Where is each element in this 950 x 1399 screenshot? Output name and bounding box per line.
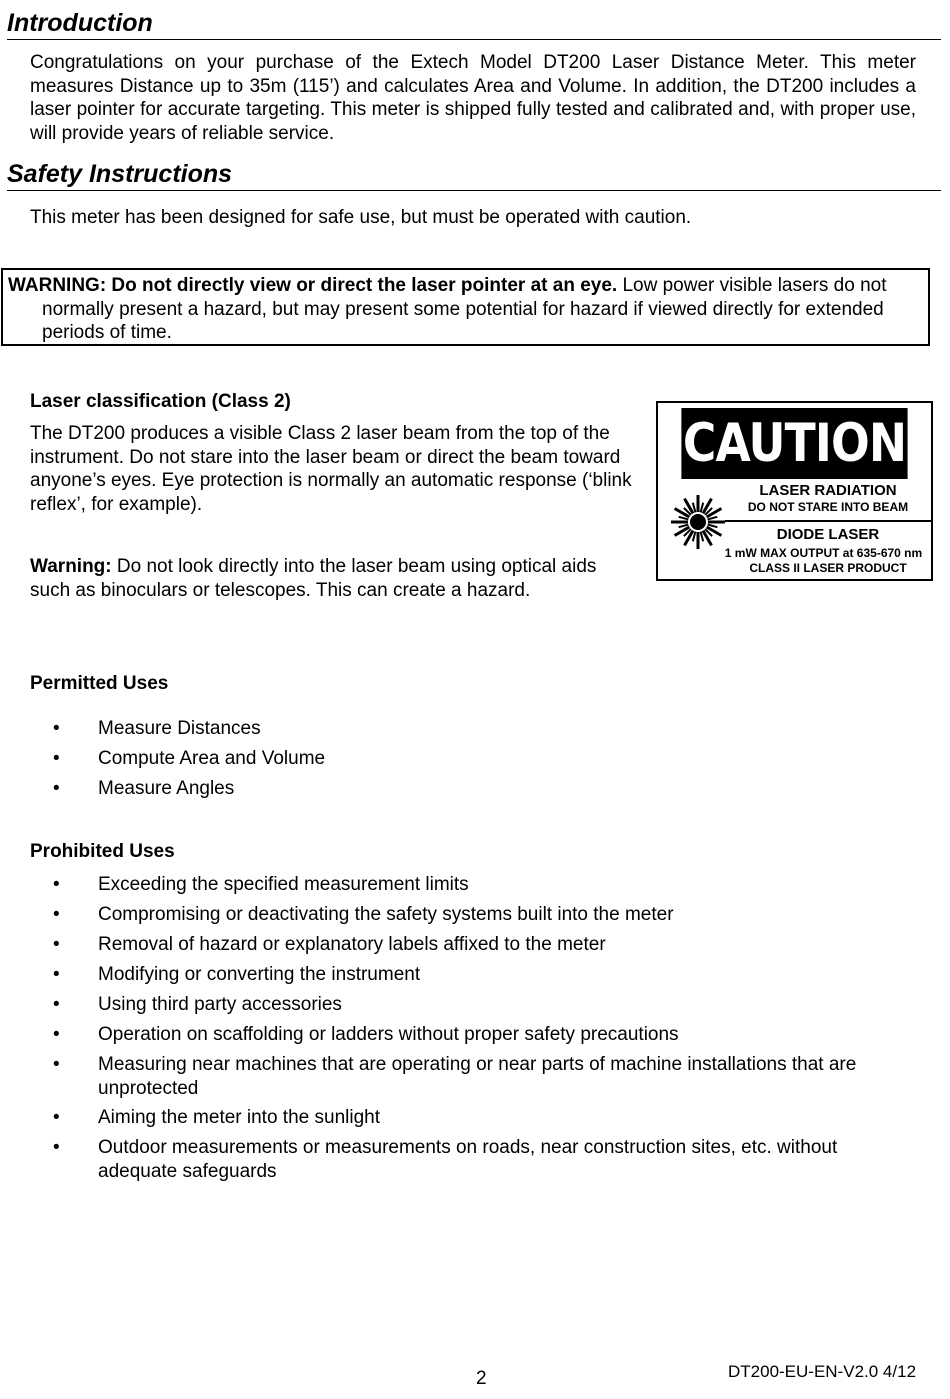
intro-paragraph: Congratulations on your purchase of the Extech Model DT200 Laser Distance Meter. This meter measures Distance up to 35m (115’) and calculates Area and Volume. In addition, the DT200 includes a laser pointer for accurate targeting. This meter is shipped fully tested and calibrated and, with proper use, will provide years of reliable service.	[30, 52, 916, 144]
caution-title: CAUTION	[681, 408, 907, 479]
bullet-icon: •	[53, 1137, 60, 1159]
list-item-text: Measure Distances	[98, 718, 261, 739]
list-item-text: Modifying or converting the instrument	[98, 963, 421, 985]
list-item	[0, 963, 918, 987]
bullet-icon: •	[53, 1107, 60, 1129]
list-item	[0, 1136, 918, 1183]
caution-divider	[725, 520, 931, 522]
bullet-icon: •	[53, 963, 60, 985]
laser-warning-box	[1, 268, 930, 346]
page-number: 2	[476, 1368, 487, 1389]
bullet-icon: •	[53, 993, 60, 1015]
laser-warning-rest: Low power visible lasers do not normally present a hazard, but may present some potential for hazard if viewed directly for extended periods of time.	[42, 275, 887, 344]
list-item	[0, 1106, 918, 1130]
list-item	[0, 747, 918, 771]
bullet-icon: •	[53, 747, 60, 769]
list-item-text: Compromising or deactivating the safety systems built into the meter	[98, 903, 674, 925]
caution-line-do-not-stare: DO NOT STARE INTO BEAM	[747, 500, 909, 514]
bullet-icon: •	[53, 874, 60, 895]
list-item-text: Measure Angles	[98, 777, 235, 799]
laser-starburst-icon	[670, 494, 726, 550]
list-item-text: Measuring near machines that are operating or near parts of machine installations that are unprotected	[98, 1053, 857, 1099]
laser-class-heading: Laser classification (Class 2)	[30, 391, 291, 412]
bullet-icon: •	[53, 1023, 60, 1045]
laser-class-paragraph: The DT200 produces a visible Class 2 laser beam from the top of the instrument. Do not stare into the laser beam or direct the beam toward anyone’s eyes. Eye protection is normally an automatic response (‘blink reflex’, for example).	[30, 423, 632, 515]
document-id: DT200-EU-EN-V2.0 4/12	[728, 1362, 917, 1381]
list-item	[0, 933, 918, 957]
list-item-text: Compute Area and Volume	[98, 747, 326, 769]
caution-line-class: CLASS II LASER PRODUCT	[749, 561, 907, 575]
laser-warning-text	[8, 274, 920, 345]
bullet-icon: •	[53, 933, 60, 955]
caution-line-diode-laser: DIODE LASER	[776, 526, 880, 543]
list-item	[0, 717, 918, 741]
permitted-heading: Permitted Uses	[30, 673, 169, 694]
optical-aids-warning-text: Do not look directly into the laser beam using optical aids such as binoculars or telescopes. This can create a hazard.	[30, 556, 597, 601]
bullet-icon: •	[53, 1053, 60, 1075]
list-item	[0, 777, 918, 801]
list-item-text: Aiming the meter into the sunlight	[98, 1107, 380, 1129]
bullet-icon: •	[53, 903, 60, 925]
caution-line-laser-radiation: LASER RADIATION	[759, 482, 897, 499]
list-item	[0, 993, 918, 1017]
safety-heading: Safety Instructions	[7, 160, 941, 191]
optical-aids-warning	[30, 555, 630, 602]
safety-paragraph: This meter has been designed for safe use, but must be operated with caution.	[30, 207, 692, 228]
bullet-icon: •	[53, 777, 60, 799]
caution-line-max-output: 1 mW MAX OUTPUT at 635-670 nm	[724, 546, 923, 560]
intro-heading: Introduction	[7, 9, 941, 40]
list-item	[0, 1023, 918, 1047]
caution-label	[656, 401, 933, 581]
prohibited-list	[0, 873, 950, 1190]
list-item	[0, 873, 918, 897]
list-item	[0, 1053, 918, 1100]
list-item	[0, 903, 918, 927]
list-item-text: Using third party accessories	[98, 993, 342, 1015]
list-item-text: Removal of hazard or explanatory labels affixed to the meter	[98, 933, 606, 955]
laser-warning-lead: WARNING: Do not directly view or direct the laser pointer at an eye.	[8, 275, 618, 296]
bullet-icon: •	[53, 718, 60, 739]
list-item-text: Outdoor measurements or measurements on roads, near construction sites, etc. without adequate safeguards	[98, 1137, 838, 1183]
permitted-list	[0, 717, 950, 807]
optical-aids-warning-label: Warning:	[30, 556, 112, 577]
prohibited-heading: Prohibited Uses	[30, 841, 175, 862]
list-item-text: Operation on scaffolding or ladders without proper safety precautions	[98, 1023, 679, 1045]
list-item-text: Exceeding the specified measurement limits	[98, 874, 469, 895]
